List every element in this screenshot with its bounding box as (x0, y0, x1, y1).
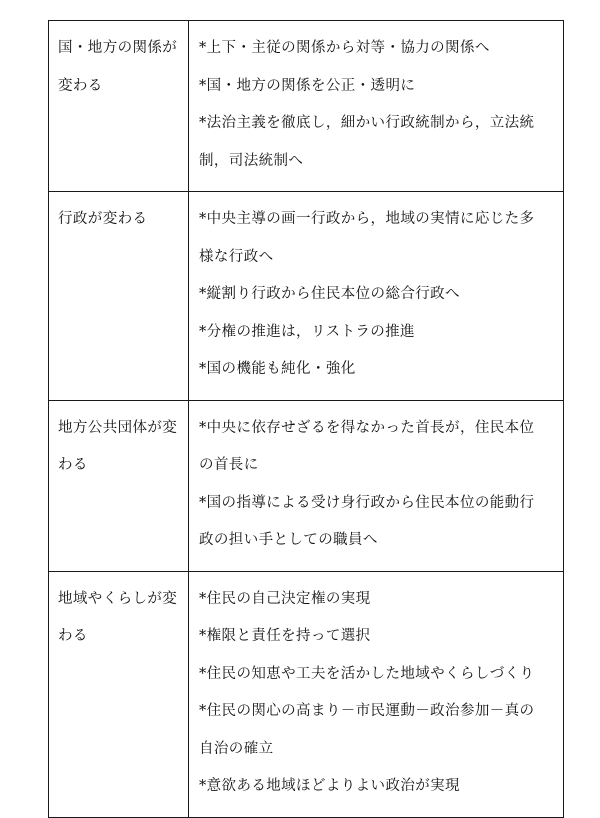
detail-line: *住民の自己決定権の実現 (199, 590, 371, 607)
table-cell-category (49, 571, 189, 817)
content-table (48, 20, 564, 818)
table-cell-details (189, 21, 564, 192)
category-text-block (49, 572, 188, 667)
table-cell-category (49, 21, 189, 192)
detail-line: 自治の確立 (199, 740, 274, 757)
category-line: 地方公共団体が変 (58, 419, 178, 436)
table-row (49, 21, 564, 192)
category-text-block (49, 192, 188, 250)
category-line: 行政が変わる (58, 211, 148, 227)
category-line: 国・地方の関係が (58, 40, 178, 56)
category-line: 変わる (58, 77, 103, 94)
category-line: わる (58, 457, 88, 473)
detail-line: *中央に依存せざるを得なかった首長が，住民本位 (199, 419, 535, 436)
category-text-block (49, 21, 188, 116)
detail-line: *国の指導による受け身行政から住民本位の能動行 (199, 494, 535, 511)
table-cell-category (49, 400, 189, 571)
table-row (49, 571, 564, 817)
category-text-block (49, 401, 188, 496)
table-body (49, 21, 564, 818)
table-cell-details (189, 192, 564, 401)
detail-line: 制，司法統制へ (199, 152, 304, 169)
detail-line: *法治主義を徹底し，細かい行政統制から，立法統 (199, 115, 535, 131)
detail-line: の首長に (199, 457, 259, 473)
detail-line: *住民の知恵や工夫を活かした地域やくらしづくり (199, 665, 535, 682)
detail-line: *国の機能も純化・強化 (199, 361, 356, 377)
detail-line: *意欲ある地域ほどよりよい政治が実現 (199, 778, 460, 794)
detail-line: *上下・主従の関係から対等・協力の関係へ (199, 40, 490, 56)
detail-line: *国・地方の関係を公正・透明に (199, 77, 416, 94)
table-row (49, 400, 564, 571)
details-text-block (189, 21, 563, 191)
detail-line: *権限と責任を持って選択 (199, 628, 371, 644)
detail-line: *中央主導の画一行政から，地域の実情に応じた多 (199, 211, 535, 227)
detail-line: 政の担い手としての職員へ (199, 532, 378, 548)
detail-line: 様な行政へ (199, 248, 274, 265)
detail-line: *住民の関心の高まり－市民運動－政治参加－真の (199, 703, 535, 719)
table-cell-details (189, 571, 564, 817)
detail-line: *分権の推進は，リストラの推進 (199, 323, 415, 340)
details-text-block (189, 401, 563, 571)
table-cell-details (189, 400, 564, 571)
category-line: 地域やくらしが変 (58, 590, 178, 607)
category-line: わる (58, 628, 88, 644)
detail-line: *縦割り行政から住民本位の総合行政へ (199, 286, 460, 302)
table-row (49, 192, 564, 401)
table-cell-category (49, 192, 189, 401)
details-text-block (189, 192, 563, 400)
details-text-block (189, 572, 563, 817)
